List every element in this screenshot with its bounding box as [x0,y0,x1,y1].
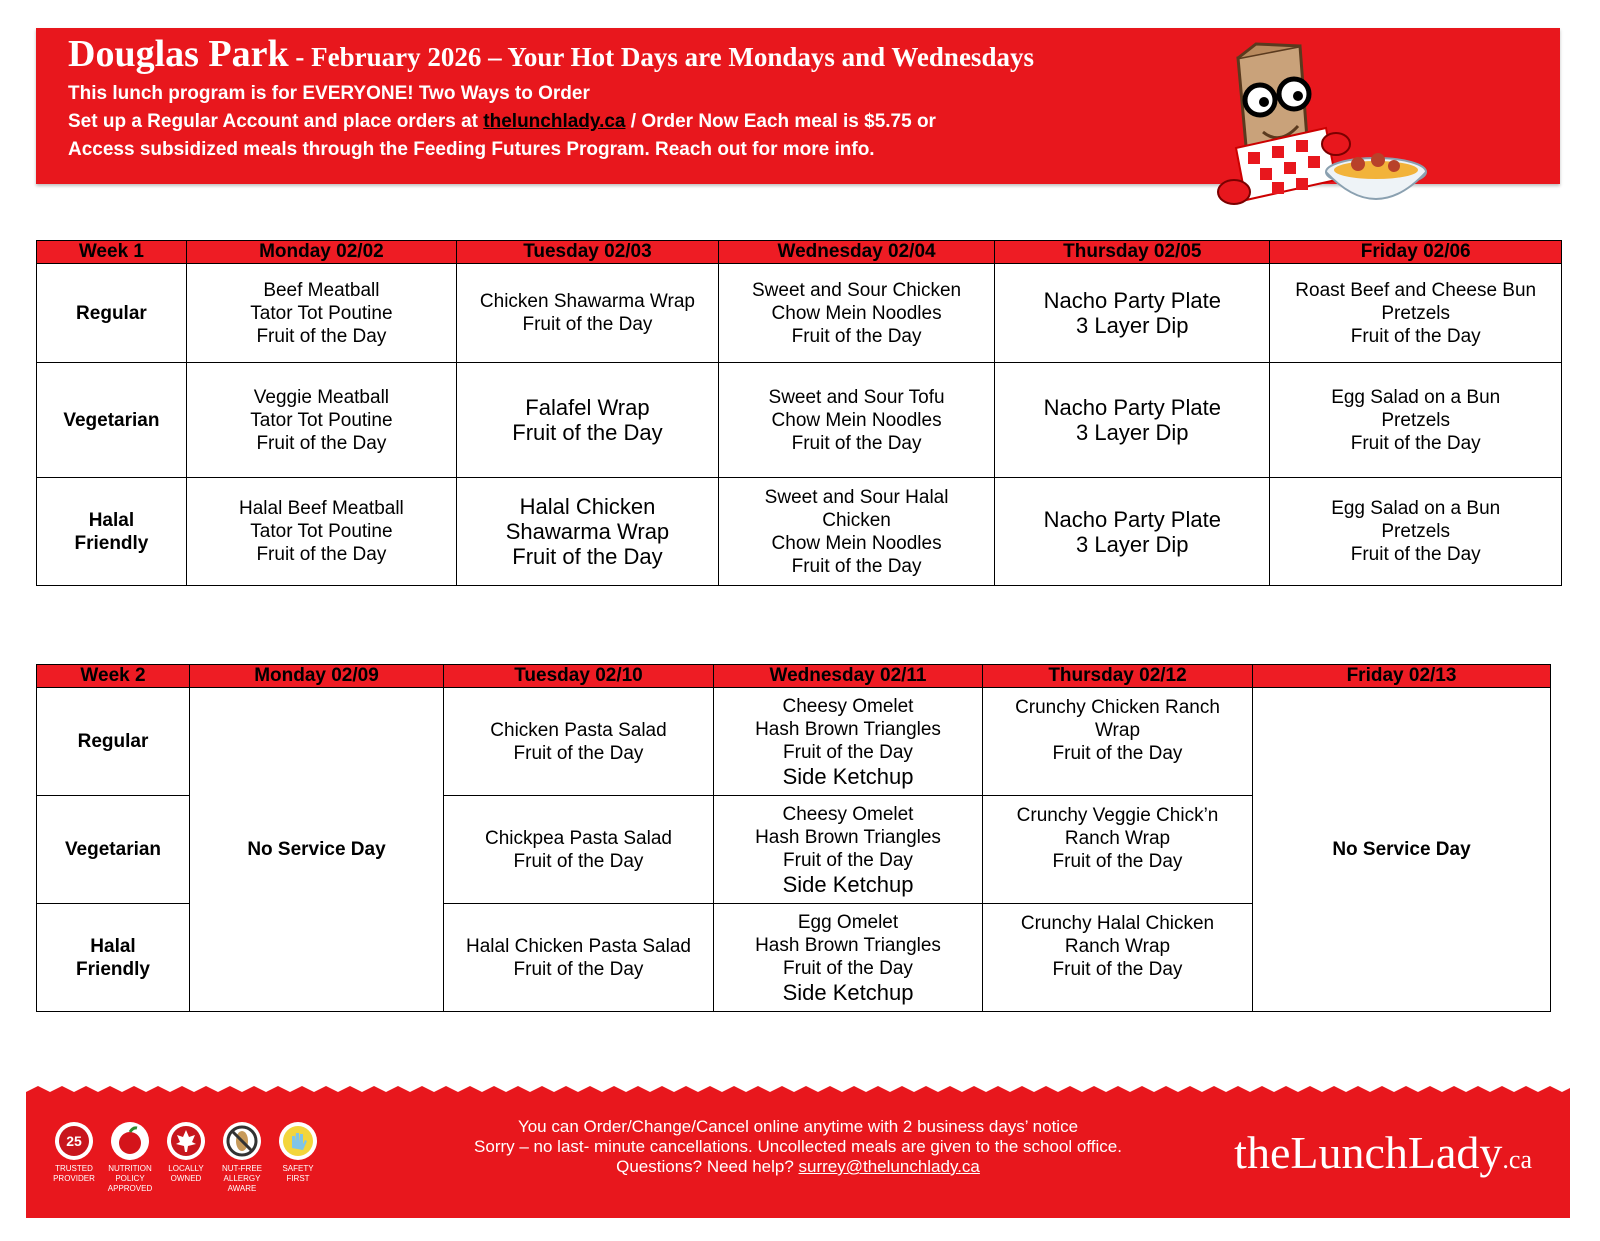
no-service-monday: No Service Day [190,688,444,1012]
menu-cell: Nacho Party Plate 3 Layer Dip [995,363,1270,478]
menu-cell: Egg Salad on a Bun Pretzels Fruit of the Day [1270,478,1562,586]
menu-cell: Sweet and Sour Chicken Chow Mein Noodles Fruit of the Day [718,264,994,363]
row-label-regular: Regular [37,264,187,363]
badge-nutrition-policy: NUTRITION POLICY APPROVED [102,1122,158,1194]
menu-cell: Halal Chicken Shawarma Wrap Fruit of the Day [456,478,718,586]
footer-banner [26,1100,1570,1218]
order-instructions: Set up a Regular Account and place orders at thelunchlady.ca / Order Now Each meal is $5.75 or [68,111,936,132]
table-row [37,264,1562,363]
menu-cell: Sweet and Sour Halal Chicken Chow Mein Noodles Fruit of the Day [718,478,994,586]
menu-cell: Halal Chicken Pasta Salad Fruit of the Day [444,904,714,1012]
day-header-wednesday: Wednesday 02/04 [718,241,994,264]
day-header-monday: Monday 02/02 [186,241,456,264]
row-label-halal-friendly: Halal Friendly [37,904,190,1012]
menu-cell: Nacho Party Plate 3 Layer Dip [995,264,1270,363]
menu-cell: Cheesy Omelet Hash Brown Triangles Fruit of the Day Side Ketchup [714,688,983,796]
table-row [37,478,1562,586]
menu-cell: Veggie Meatball Tator Tot Poutine Fruit of the Day [186,363,456,478]
menu-cell: Nacho Party Plate 3 Layer Dip [995,478,1270,586]
row-label-vegetarian: Vegetarian [37,363,187,478]
cancellation-notice: Sorry – no last- minute cancellations. Uncollected meals are given to the school office. [474,1137,1122,1156]
no-service-friday: No Service Day [1253,688,1551,1012]
menu-cell: Egg Omelet Hash Brown Triangles Fruit of the Day Side Ketchup [714,904,983,1012]
badge-trusted-provider: 25 TRUSTED PROVIDER [46,1122,102,1184]
badge-safety-first: SAFETY FIRST [270,1122,326,1184]
day-header-tuesday: Tuesday 02/10 [444,665,714,688]
menu-cell: Crunchy Chicken Ranch Wrap Fruit of the Day [983,688,1253,796]
table-row [37,363,1562,478]
menu-cell: Falafel Wrap Fruit of the Day [456,363,718,478]
week1-menu-table [36,240,1562,586]
menu-cell: Chicken Pasta Salad Fruit of the Day [444,688,714,796]
day-header-thursday: Thursday 02/05 [995,241,1270,264]
week2-header-row [37,665,1551,688]
menu-cell: Egg Salad on a Bun Pretzels Fruit of the Day [1270,363,1562,478]
month-subtitle: - February 2026 – Your Hot Days are Mondays and Wednesdays [288,42,1034,72]
menu-cell: Sweet and Sour Tofu Chow Mein Noodles Fruit of the Day [718,363,994,478]
day-header-tuesday: Tuesday 02/03 [456,241,718,264]
page-title [68,32,1034,76]
week-label: Week 2 [37,665,190,688]
menu-cell: Beef Meatball Tator Tot Poutine Fruit of the Day [186,264,456,363]
ordering-notice: You can Order/Change/Cancel online anytime with 2 business days’ notice [517,1117,1079,1136]
zigzag-edge-icon [26,1086,1570,1102]
menu-cell: Halal Beef Meatball Tator Tot Poutine Fruit of the Day [186,478,456,586]
week2-menu-table [36,664,1551,1012]
badge-locally-owned: LOCALLY OWNED [158,1122,214,1184]
menu-cell: Crunchy Veggie Chick’n Ranch Wrap Fruit of the Day [983,796,1253,904]
program-intro: This lunch program is for EVERYONE! Two Ways to Order [68,83,590,104]
school-name: Douglas Park [68,33,289,75]
menu-cell: Chickpea Pasta Salad Fruit of the Day [444,796,714,904]
menu-cell: Chicken Shawarma Wrap Fruit of the Day [456,264,718,363]
week-label: Week 1 [37,241,187,264]
day-header-monday: Monday 02/09 [190,665,444,688]
row-label-halal-friendly: Halal Friendly [37,478,187,586]
brand-logo: theLunchLady.ca [1234,1127,1532,1178]
day-header-thursday: Thursday 02/12 [983,665,1253,688]
subsidy-info: Access subsidized meals through the Feeding Futures Program. Reach out for more info. [68,139,875,160]
day-header-friday: Friday 02/13 [1253,665,1551,688]
table-row [37,688,1551,796]
day-header-friday: Friday 02/06 [1270,241,1562,264]
help-line: Questions? Need help? surrey@thelunchlady.ca [616,1157,980,1176]
menu-cell: Roast Beef and Cheese Bun Pretzels Fruit of the Day [1270,264,1562,363]
lunch-bag-mascot-icon [1208,40,1428,220]
svg-text:25: 25 [66,1133,82,1149]
row-label-vegetarian: Vegetarian [37,796,190,904]
badge-nut-free: NUT-FREE ALLERGY AWARE [214,1122,270,1194]
menu-cell: Cheesy Omelet Hash Brown Triangles Fruit of the Day Side Ketchup [714,796,983,904]
day-header-wednesday: Wednesday 02/11 [714,665,983,688]
week1-header-row [37,241,1562,264]
support-email-link[interactable]: surrey@thelunchlady.ca [798,1157,980,1176]
menu-cell: Crunchy Halal Chicken Ranch Wrap Fruit of the Day [983,904,1253,1012]
website-link[interactable]: thelunchlady.ca [483,111,626,132]
row-label-regular: Regular [37,688,190,796]
